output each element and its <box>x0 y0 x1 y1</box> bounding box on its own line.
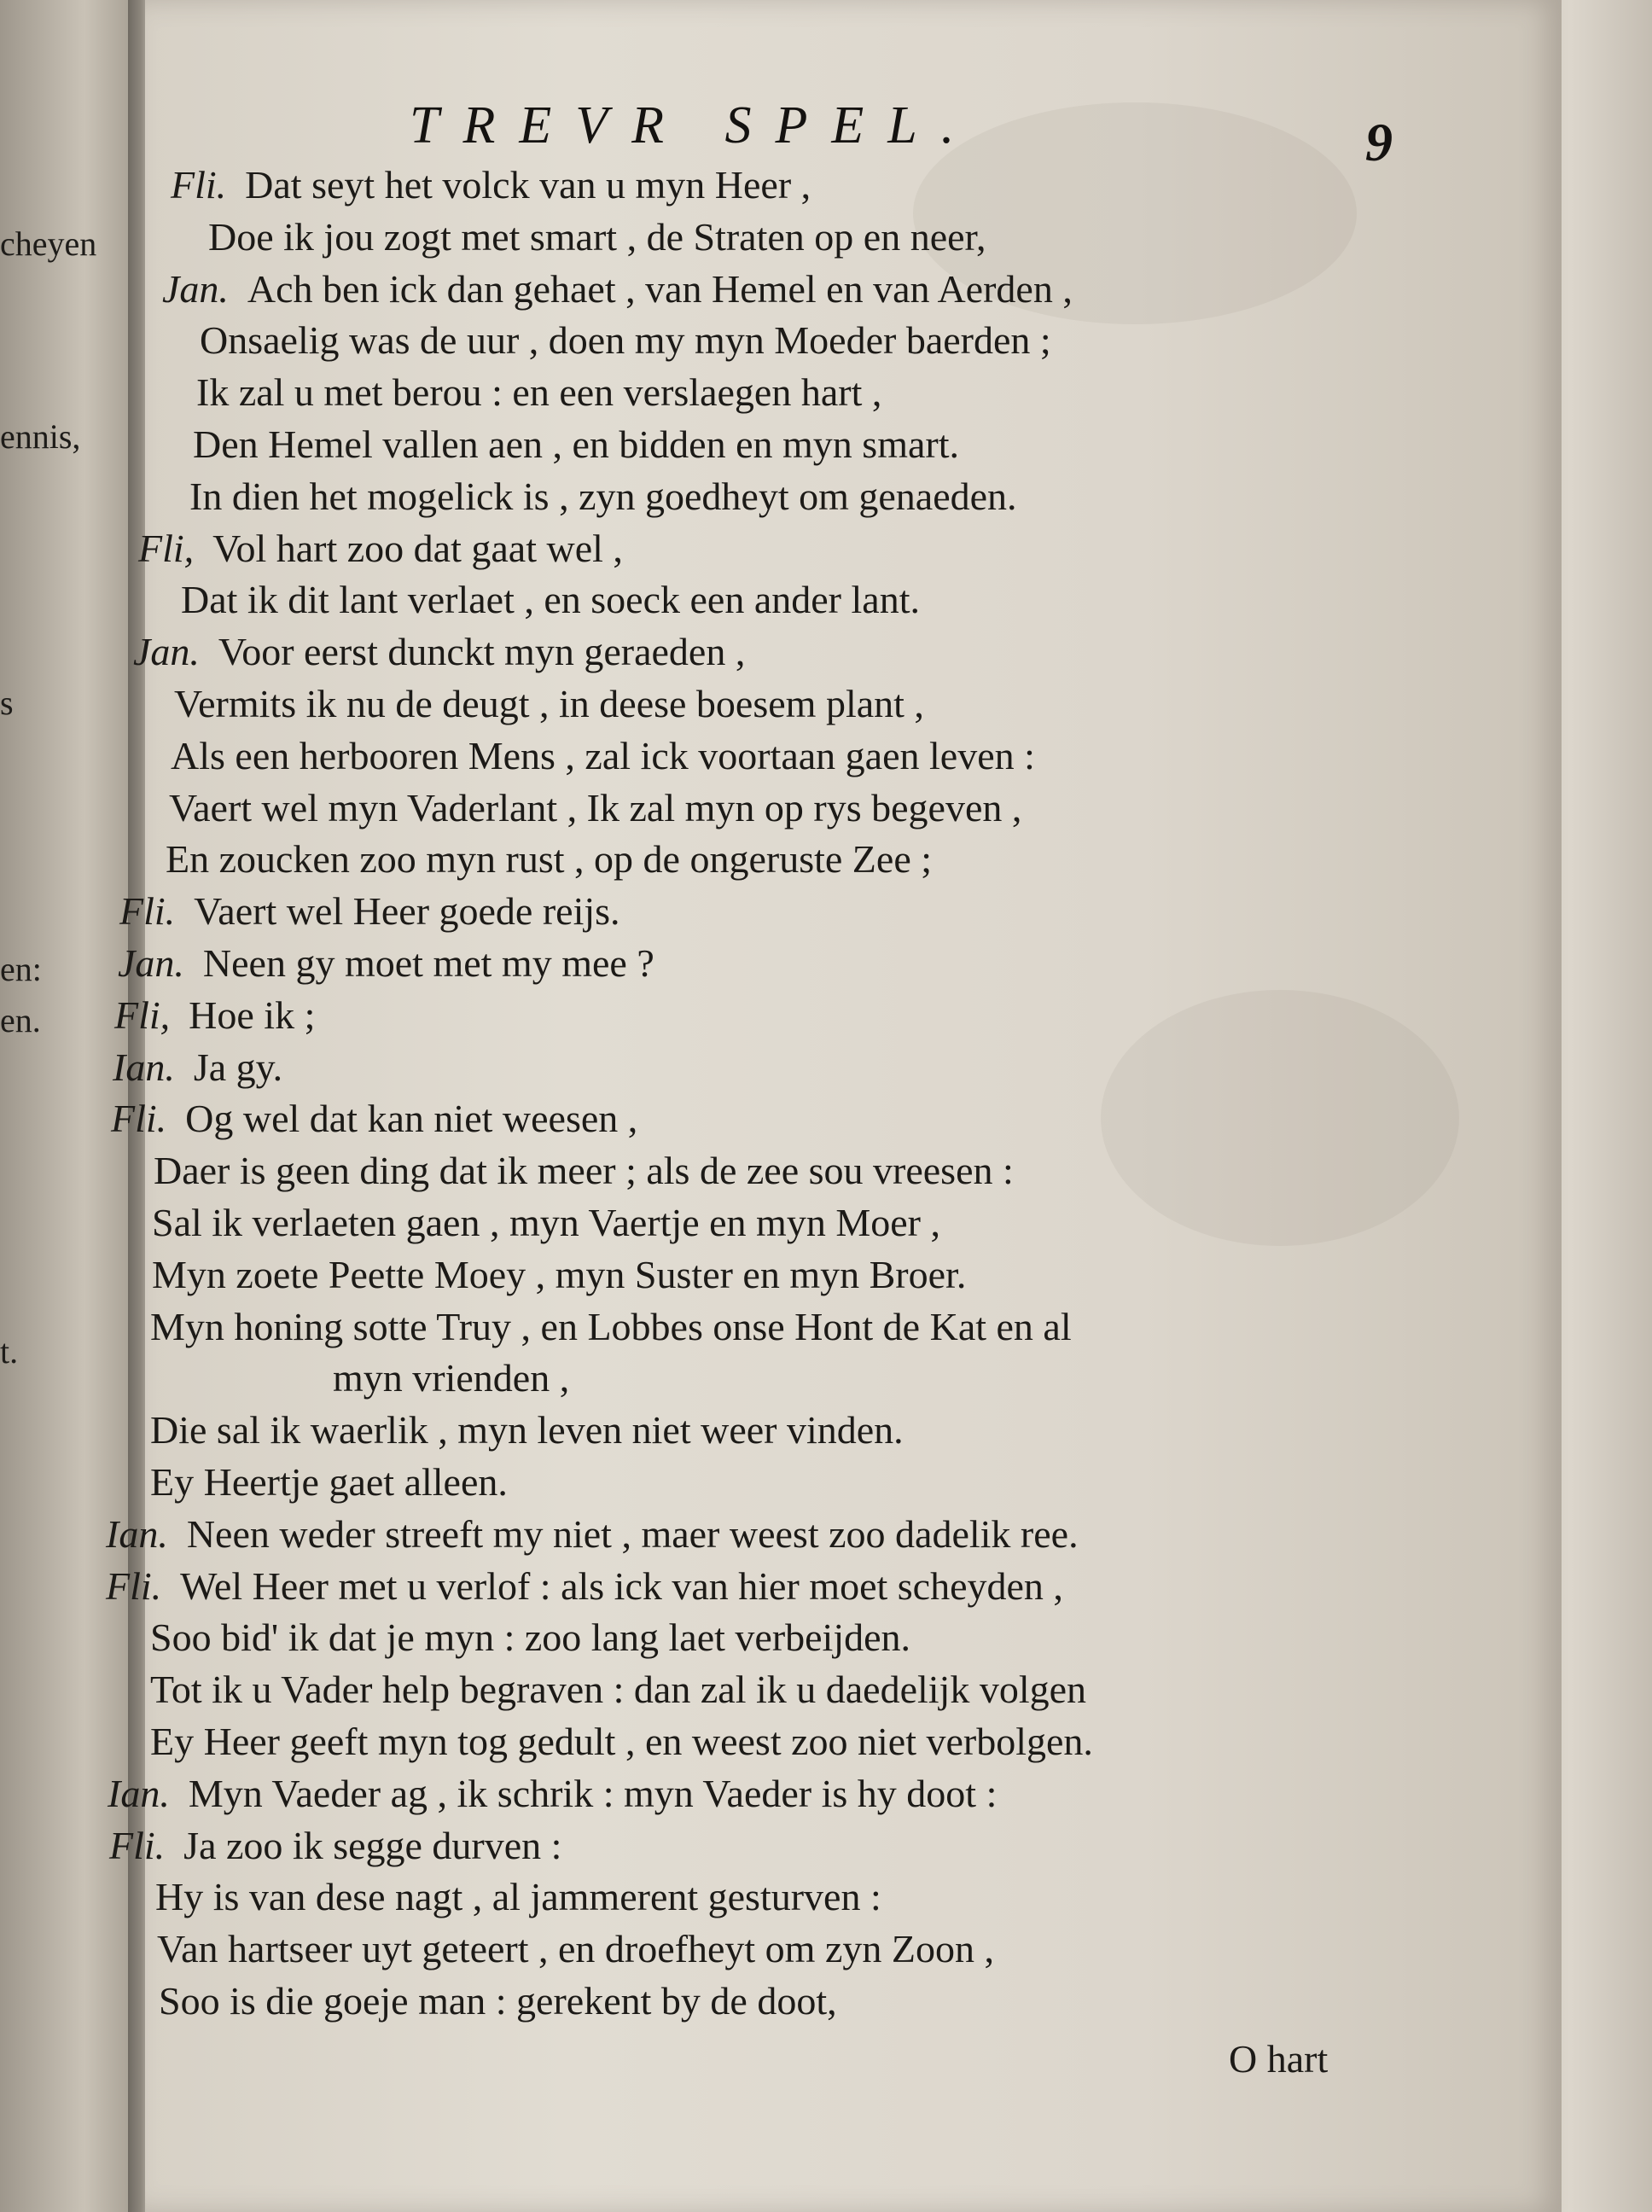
verse-line <box>108 1771 997 1816</box>
verse-line <box>111 1096 637 1141</box>
verse-line <box>208 214 986 259</box>
line-text: Soo bid' ik dat je myn : zoo lang laet verbeijden. <box>150 1615 911 1660</box>
line-text: Den Hemel vallen aen , en bidden en myn smart. <box>193 422 959 466</box>
speaker-name: Fli. <box>111 1097 167 1141</box>
verse-line <box>152 1200 940 1245</box>
verse-line <box>200 317 1051 363</box>
verse-line <box>154 1148 1014 1193</box>
line-text: En zoucken zoo myn rust , op de ongeruste Zee ; <box>166 837 933 882</box>
verse-line <box>181 577 920 622</box>
verse-line <box>133 629 745 674</box>
verse-line <box>109 1823 561 1868</box>
line-text: Ey Heertje gaet alleen. <box>150 1460 508 1504</box>
speaker-name: Fli. <box>106 1563 162 1608</box>
line-text: Tot ik u Vader help begraven : dan zal ik u daedelijk volgen <box>150 1668 1087 1712</box>
verse-line <box>169 785 1021 830</box>
verse-line <box>155 1874 881 1919</box>
line-text: Daer is geen ding dat ik meer ; als de zee sou vreesen : <box>154 1149 1014 1193</box>
line-text: Ja zoo ik segge durven : <box>183 1823 562 1867</box>
verse-line <box>171 162 811 207</box>
line-text: Dat ik dit lant verlaet , en soeck een ander lant. <box>181 578 920 622</box>
verse-line <box>174 681 924 726</box>
line-text: Die sal ik waerlik , myn leven niet weer vinden. <box>150 1408 904 1452</box>
speaker-name: Fli, <box>138 526 195 570</box>
verse-line <box>162 266 1073 311</box>
speaker-name: Fli. <box>119 889 176 934</box>
line-text: myn vrienden , <box>333 1356 570 1400</box>
line-text: Ey Heer geeft myn tog gedult , en weest zoo niet verbolgen. <box>150 1720 1093 1763</box>
line-text: Vaert wel myn Vaderlant , Ik zal myn op rys begeven , <box>169 785 1022 830</box>
speaker-name: Jan. <box>118 941 184 985</box>
page-header <box>265 96 1393 172</box>
facing-page-fragment: en: <box>0 950 42 988</box>
speaker-name: Fli. <box>109 1823 166 1867</box>
line-text: Neen gy moet met my mee ? <box>202 941 654 985</box>
facing-page-fragment: en. <box>0 1001 41 1039</box>
speaker-name: Ian. <box>113 1045 175 1089</box>
speaker-name: Ian. <box>106 1511 168 1556</box>
page-number: 9 <box>1365 112 1393 172</box>
line-text: Sal ik verlaeten gaen , myn Vaertje en myn Moer , <box>152 1201 940 1244</box>
verse-line <box>119 888 620 934</box>
verse-line <box>150 1667 1086 1712</box>
line-text: Ja gy. <box>193 1045 283 1089</box>
verse-line <box>159 1978 837 2023</box>
line-text: Myn honing sotte Truy , en Lobbes onse Hont de Kat en al <box>150 1304 1072 1348</box>
facing-page-fragment: cheyen <box>0 224 97 263</box>
verse-line <box>150 1407 904 1452</box>
line-text: Og wel dat kan niet weesen , <box>185 1097 638 1141</box>
paper-stain <box>1101 990 1459 1246</box>
line-text: Hy is van dese nagt , al jammerent gesturven : <box>155 1875 881 1919</box>
speaker-name: Ian. <box>108 1771 170 1815</box>
verse-line <box>166 836 932 882</box>
verse-line <box>157 1926 994 1971</box>
line-text: Vermits ik nu de deugt , in deese boesem plant , <box>174 682 924 725</box>
running-title: TREVR SPEL. <box>410 96 979 154</box>
line-text: Neen weder streeft my niet , maer weest zoo dadelik ree. <box>186 1511 1079 1556</box>
line-text: Als een herbooren Mens , zal ick voortaan gaen leven : <box>171 733 1035 777</box>
catchword: O hart <box>1229 2037 1329 2081</box>
verse-line <box>150 1304 1072 1349</box>
verse-line <box>196 370 881 415</box>
line-text: Vol hart zoo dat gaat wel , <box>212 526 623 570</box>
verse-line <box>106 1563 1063 1609</box>
verse-line <box>150 1615 910 1660</box>
speaker-name: Fli. <box>171 163 227 207</box>
line-text: Vaert wel Heer goede reijs. <box>194 889 620 934</box>
line-text: Wel Heer met u verlof : als ick van hier moet scheyden , <box>180 1563 1063 1608</box>
verse-line <box>118 940 654 986</box>
line-text: Voor eerst dunckt myn geraeden , <box>218 630 746 674</box>
line-text: Hoe ik ; <box>189 992 316 1037</box>
verse-line <box>114 992 315 1038</box>
line-text: Ach ben ick dan gehaet , van Hemel en van Aerden , <box>247 266 1073 311</box>
line-text: Van hartseer uyt geteert , en droefheyt om zyn Zoon , <box>157 1927 994 1971</box>
facing-page-fragment: ennis, <box>0 417 81 456</box>
facing-page-fragment: t. <box>0 1332 19 1371</box>
line-text: Dat seyt het volck van u myn Heer , <box>245 163 811 207</box>
verse-line <box>333 1355 569 1400</box>
line-text: Doe ik jou zogt met smart , de Straten op en neer, <box>208 214 986 259</box>
line-text: Soo is die goeje man : gerekent by de doot, <box>159 1979 837 2023</box>
speaker-name: Fli, <box>114 992 171 1037</box>
verse-line <box>150 1719 1093 1764</box>
verse-line <box>106 1511 1079 1557</box>
line-text: In dien het mogelick is , zyn goedheyt om genaeden. <box>189 474 1017 518</box>
line-text: Ik zal u met berou : en een verslaegen hart , <box>196 370 882 415</box>
speaker-name: Jan. <box>162 266 229 311</box>
line-text: Myn Vaeder ag , ik schrik : myn Vaeder is hy doot : <box>188 1771 998 1815</box>
verse-line <box>150 1459 508 1505</box>
verse-line <box>193 422 959 467</box>
verse-line <box>152 1252 966 1297</box>
verse-line <box>113 1045 282 1090</box>
line-text: Onsaelig was de uur , doen my myn Moeder baerden ; <box>200 318 1051 363</box>
verse-line <box>171 733 1035 778</box>
speaker-name: Jan. <box>133 630 200 674</box>
verse-line <box>138 526 623 571</box>
facing-page-fragment: s <box>0 684 14 722</box>
line-text: Myn zoete Peette Moey , myn Suster en myn Broer. <box>152 1252 967 1296</box>
verse-line <box>189 474 1017 519</box>
